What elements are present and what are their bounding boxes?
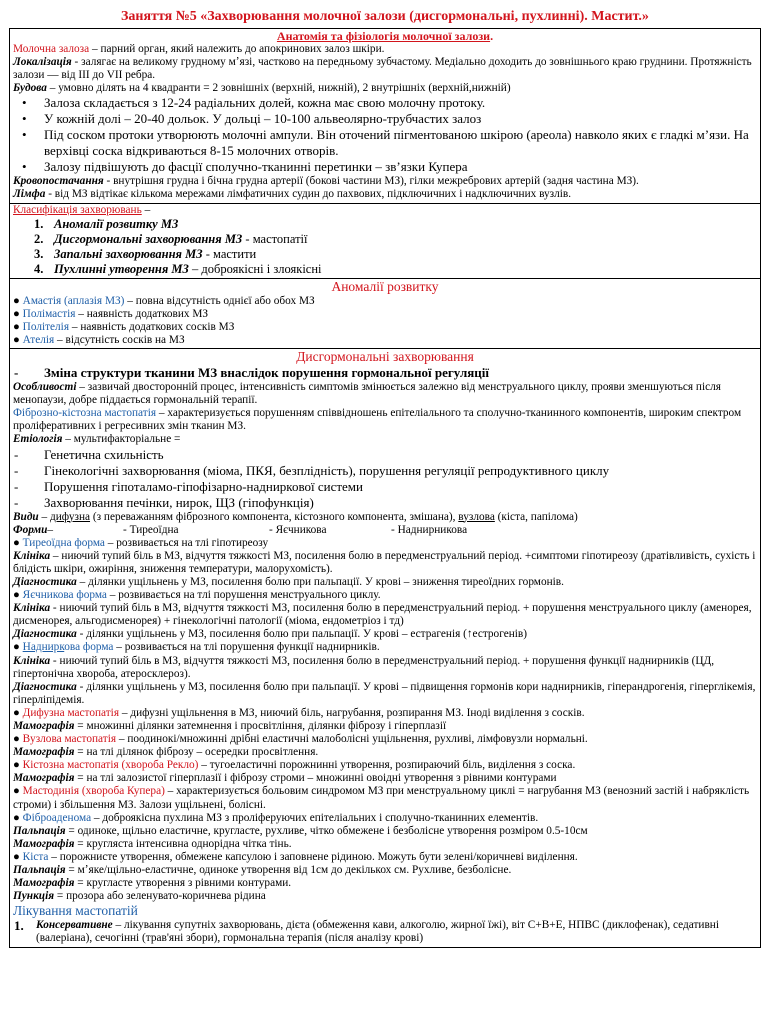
anatomy-heading: Анатомія та фізіологія молочної залози. bbox=[276, 29, 494, 43]
list-item: • Під соском протоки утворюють молочні ампули. Він оточений пігментованою шкірою (ареола) навколо яких є гладкі мʼязи. На верхівці соска відкриваються 8-15 молочних отворів. bbox=[10, 127, 760, 159]
adrenal-form: ● Надниркова форма – розвивається на тлі порушення функції наднирників. bbox=[13, 641, 380, 654]
classification-heading: Класифікація захворювань – bbox=[13, 203, 151, 216]
dyshormonal-subheading: - Зміна структури тканини МЗ внаслідок порушення гормональної регуляції bbox=[10, 365, 760, 381]
fibrocystic-definition: Фіброзно-кістозна мастопатія – характеризується порушенням співвідношень епітеліального та сполучно-тканинного компонентів, широким спектром проліферативних і регресивних змін тканин МЗ. bbox=[13, 407, 742, 433]
treatment-heading: Лікування мастопатій bbox=[13, 903, 138, 919]
adrenal-diagnostics: Діагностика - ділянки ущільнень у МЗ, посилення болю при пальпації. У крові – підвищення гормонів кори наднирників, гіперандрогенія, гіперглікемія, гіперліпідемія. bbox=[13, 680, 756, 706]
list-item: • Залоза складається з 12-24 радіальних долей, кожна має свою молочну протоку. bbox=[10, 95, 760, 111]
cystic-mastopathy: ● Кістозна мастопатія (хвороба Рекло) – тугоеластичні порожнинні утворення, розпираючий біль, виділення з соска. bbox=[13, 759, 576, 772]
diffuse-mammography: Мамографія = множинні ділянки затемнення і просвітління, ділянки фіброзу і гіперплазії bbox=[13, 720, 447, 732]
thyroid-diagnostics: Діагностика – ділянки ущільнень у МЗ, посилення болю при пальпації. У крові – зниження тиреоїдних гормонів. bbox=[13, 575, 564, 588]
page-title: Заняття №5 «Захворювання молочної залози (дисгормональні, пухлинні). Мастит.» bbox=[121, 9, 649, 24]
list-item: - Порушення гіпоталамо-гіпофізарно-надниркової системи bbox=[10, 479, 760, 495]
list-item: • Залозу підвішують до фасції сполучно-тканинні перетинки – звʼязки Купера bbox=[10, 159, 760, 175]
list-item: - Гінекологічні захворювання (міома, ПКЯ, безплідність), порушення регуляції репродуктивного циклу bbox=[10, 463, 760, 479]
features: Особливості – зазвичай двосторонній процес, інтенсивність симптомів змінюється залежно від менструального циклу, прояви зменшуються після менопаузи, добре піддається гормональній терапії. bbox=[13, 381, 721, 407]
nodular-mastopathy: ● Вузлова мастопатія – поодинокі/множинні дрібні еластичні малоболісні ущільнення, рухливі, лімфовузли нормальні. bbox=[13, 733, 588, 746]
dyshormonal-section bbox=[10, 348, 760, 946]
treatment-item: 1. Консервативне – лікування супутніх захворювань, дієта (обмеження кави, алкоголю, жирної їжі), віт С+В+Е, НПВС (диклофенак), седативні (валеріана), сечогінні (трав'яні збори), гормональна терапія (після аналізу крові) bbox=[14, 918, 719, 945]
mastodynia: ● Мастодинія (хвороба Купера) – характеризується больовим синдромом МЗ при менструальному циклі = нагрубання МЗ (венозний застій і набряклість строми) і збільшення МЗ. Залози ущільнені, болісні. bbox=[13, 785, 750, 811]
ovarian-clinic: Клініка - ниючий тупий біль в МЗ, відчуття тяжкості МЗ, посилення болю в передменструальний період. + порушення менструального циклу (аменорея, дисменорея, альгодисменорея) + гінекологічні патології (міома, ендометріоз і тд) bbox=[13, 602, 752, 628]
structure: Будова – умовно ділять на 4 квадранти = 2 зовнішніх (верхній, нижній), 2 внутрішніх (верхній,нижній) bbox=[13, 82, 511, 95]
etiology: Етіологія – мультифакторіальне = bbox=[13, 433, 181, 446]
nodular-mammography: Мамографія = на тлі ділянок фіброзу – осередки просвітлення. bbox=[13, 746, 319, 759]
list-item: - Генетична схильність bbox=[10, 447, 760, 463]
fibroadenoma-mammography: Мамографія = кругляста інтенсивна однорідна чітка тінь. bbox=[13, 837, 292, 850]
fibroadenoma-palpation: Пальпація = одиноке, щільно еластичне, кругласте, рухливе, чітко обмежене і безболісне утворення розміром 0.5-10см bbox=[13, 824, 588, 837]
cyst: ● Кіста – порожнисте утворення, обмежене капсулою і заповнене рідиною. Можуть бути зелені/коричневі виділення. bbox=[13, 850, 578, 863]
forms: Форми– - Тиреоїдна - Яєчникова - Наднирникова bbox=[13, 523, 468, 536]
ovarian-form: ● Яєчникова форма – розвивається на тлі порушення менструального циклу. bbox=[13, 589, 381, 602]
anomalies-section bbox=[10, 278, 760, 348]
list-item: ● Полімастія – наявність додаткових МЗ bbox=[13, 307, 209, 320]
list-item: - Захворювання печінки, нирок, ЩЗ (гіпофункція) bbox=[10, 495, 760, 511]
lymph: Лімфа - від МЗ відтікає кількома мережами лімфатичних судин до пахвових, підключичних і надключичних вузлів. bbox=[13, 188, 572, 201]
ovarian-diagnostics: Діагностика - ділянки ущільнень у МЗ, посилення болю при пальпації. У крові – естрагенія (↑естрогенів) bbox=[13, 628, 527, 641]
blood-supply: Кровопостачання - внутрішня грудна і бічна грудна артерії (бокові частини МЗ), гілки межребрових артерій (задня частина МЗ). bbox=[13, 175, 639, 188]
mz-definition: Молочна залоза – парний орган, який належить до апокринових залоз шкіри. bbox=[13, 43, 385, 55]
list-item: 4. Пухлинні утворення МЗ – доброякісні і злоякісні bbox=[34, 261, 322, 276]
list-item: ● Ателія – відсутність сосків на МЗ bbox=[13, 333, 185, 346]
classification-section bbox=[10, 203, 760, 278]
list-item: • У кожній долі – 20-40 дольок. У дольці – 10-100 альвеолярно-трубчастих залоз bbox=[10, 111, 760, 127]
list-item: ● Амастія (аплазія МЗ) – повна відсутність однієї або обох МЗ bbox=[13, 294, 315, 307]
thyroid-form: ● Тиреоїдна форма – розвивається на тлі гіпотиреозу bbox=[13, 536, 269, 549]
anomalies-heading: Аномалії розвитку bbox=[331, 278, 439, 294]
thyroid-clinic: Клініка – ниючий тупий біль в МЗ, відчуття тяжкості МЗ, посилення болю в передменструальний період. +симптоми гіпотиреозу (дратівливість, сухість і блідість шкіри, ожиріння, зниження температури, малорухомість). bbox=[13, 549, 756, 575]
types: Види – дифузна (з переважанням фіброзного компонента, кістозного компонента, змішана), вузлова (кіста, папілома) bbox=[13, 510, 578, 523]
fibroadenoma: ● Фіброаденома – доброякісна пухлина МЗ з проліферуючих епітеліальних і сполучно-тканинних елементів. bbox=[13, 811, 539, 824]
content-table bbox=[9, 28, 761, 948]
diffuse-mastopathy: ● Дифузна мастопатія – дифузні ущільнення в МЗ, ниючий біль, нагрубання, розпирання МЗ. Іноді виділення з сосків. bbox=[13, 706, 585, 719]
list-item: 2. Дисгормональні захворювання МЗ - мастопатії bbox=[34, 231, 308, 246]
page bbox=[9, 8, 761, 948]
list-item: 1. Аномалії розвитку МЗ bbox=[34, 216, 179, 231]
adrenal-clinic: Клініка - ниючий тупий біль в МЗ, відчуття тяжкості МЗ, посилення болю в передменструальний період. + порушення функції наднирників (ЦД, гіпертонічна хвороба, атеросклероз). bbox=[13, 654, 715, 680]
list-item: ● Політелія – наявність додаткових сосків МЗ bbox=[13, 320, 235, 333]
cyst-mammography: Мамографія = кругласте утворення з рівними контурами. bbox=[13, 877, 292, 890]
dyshormonal-heading: Дисгормональні захворювання bbox=[296, 349, 474, 365]
cystic-mammography: Мамографія = на тлі залозистої гіперплазії і фіброзу строми – множинні овоідні утворення з рівними контурами bbox=[13, 772, 557, 785]
localization: Локалізація - залягає на великому грудному мʼязі, частково на передньому зубчастому. Медіально доходить до зовнішнього краю груднини. Протяжність залози — від III до VII ребра. bbox=[13, 56, 752, 82]
list-item: 3. Запальні захворювання МЗ - мастити bbox=[34, 246, 257, 261]
anatomy-section bbox=[10, 29, 760, 203]
cyst-palpation: Пальпація = мʼяке/щільно-еластичне, одиноке утворення від 1см до декількох см. Рухливе, безболісне. bbox=[13, 864, 512, 877]
cyst-puncture: Пункція = прозора або зеленувато-коричнева рідина bbox=[13, 890, 266, 903]
